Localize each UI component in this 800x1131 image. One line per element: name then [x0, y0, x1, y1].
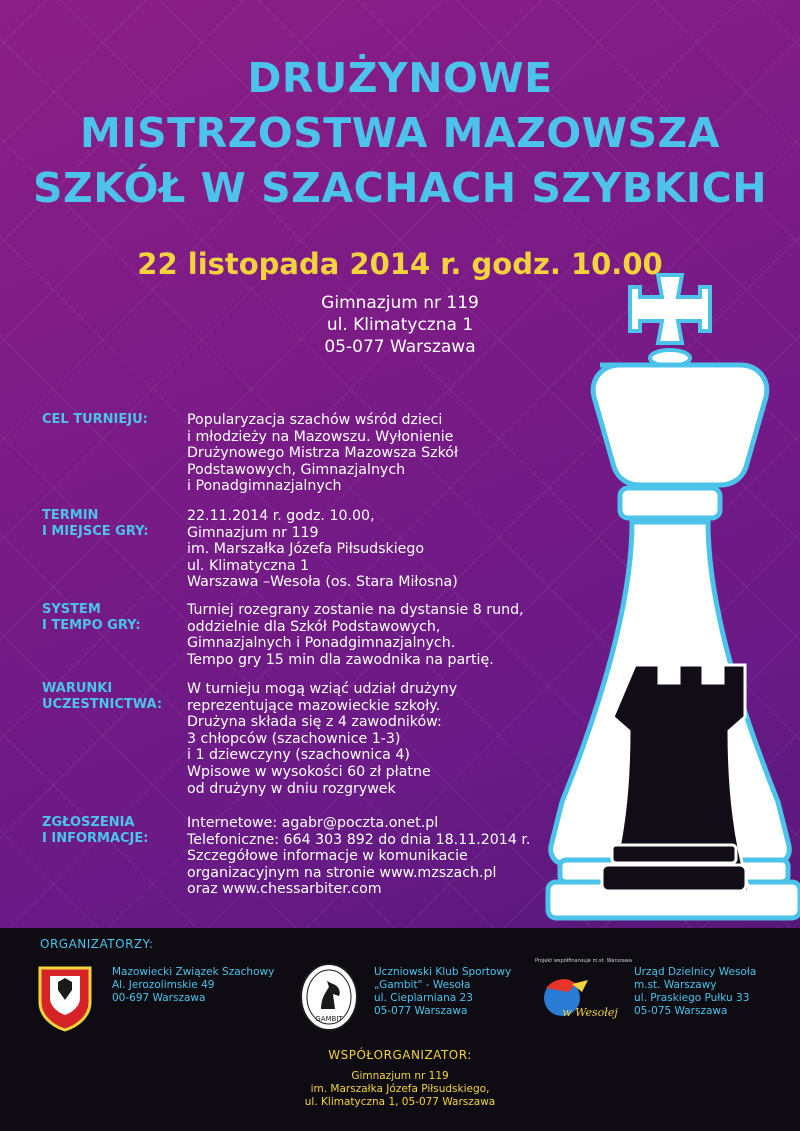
text-line: Gimnazjum nr 119 — [187, 524, 319, 541]
label-line: ZGŁOSZENIA — [42, 815, 135, 830]
organizer-uks-gambit — [374, 966, 511, 1018]
section-text — [187, 681, 567, 797]
section-text — [187, 508, 567, 591]
event-date: 22 listopada 2014 r. godz. 10.00 — [137, 247, 663, 281]
label-line: TERMIN — [42, 508, 99, 523]
label-line: SYSTEM — [42, 602, 101, 617]
label-line: UCZESTNICTWA: — [42, 697, 163, 712]
gambit-club-logo — [297, 961, 361, 1033]
text-line: im. Marszałka Józefa Piłsudskiego — [187, 541, 425, 558]
section-label — [42, 815, 182, 847]
section-label — [42, 681, 182, 713]
text-line: 22.11.2014 r. godz. 10.00, — [187, 508, 375, 524]
venue-address — [205, 292, 595, 358]
section-text — [187, 412, 567, 495]
organizer-mzsz — [112, 966, 274, 1005]
text-line: oddzielnie dla Szkół Podstawowych, — [187, 618, 441, 635]
coorganizer-title: WSPÓŁORGANIZATOR: — [328, 1048, 472, 1062]
text-line: i Ponadgimnazjalnych — [187, 478, 342, 495]
gambit-logo-text: GAMBIT — [315, 1015, 343, 1023]
phone-line: Telefoniczne: 664 303 892 do dnia 18.11.2014 r. — [187, 831, 531, 848]
text-line: Gimnazjalnych i Ponadgimnazjalnych. — [187, 635, 456, 652]
title-line-2: MISTRZOSTWA MAZOWSZA — [80, 109, 720, 157]
label-line: I MIEJSCE GRY: — [42, 524, 149, 539]
cofinance-caption: Projekt współfinansuje m.st. Warszawa — [535, 958, 632, 964]
venue-line: Gimnazjum nr 119 — [321, 293, 479, 313]
text-line: od drużyny w dniu rozgrywek — [187, 780, 396, 797]
title-line-1: DRUŻYNOWE — [247, 54, 553, 102]
text-line: Popularyzacja szachów wśród dzieci — [187, 412, 443, 428]
coorganizer-address — [0, 1070, 800, 1109]
coorganizer-line: Gimnazjum nr 119 — [351, 1070, 449, 1082]
venue-line: ul. Klimatyczna 1 — [326, 315, 474, 335]
wesola-logo-text: w Wesołej — [562, 1006, 618, 1019]
wesola-district-logo — [532, 958, 622, 1028]
text-line: Podstawowych, Gimnazjalnych — [187, 461, 406, 478]
organizer-line: 05-075 Warszawa — [634, 1005, 728, 1017]
label-line: WARUNKI — [42, 681, 113, 696]
title-line-3: SZKÓŁ W SZACHACH SZYBKICH — [32, 164, 768, 212]
organizer-urzad-dzielnicy — [634, 966, 756, 1018]
text-line: Warszawa –Wesoła (os. Stara Miłosna) — [187, 574, 458, 591]
text-line: 3 chłopców (szachownice 1-3) — [187, 730, 401, 747]
label-line: CEL TURNIEJU: — [42, 412, 148, 427]
text-line: Drużynowego Mistrza Mazowsza Szkół — [187, 445, 458, 462]
section-label — [42, 602, 182, 634]
text-line: reprezentujące mazowieckie szkoły. — [187, 697, 441, 714]
chess-pieces-illustration — [540, 270, 800, 930]
text-line: Wpisowe w wysokości 60 zł płatne — [187, 763, 431, 780]
organizer-line: 00-697 Warszawa — [112, 992, 206, 1004]
organizer-line: Urząd Dzielnicy Wesoła — [634, 966, 757, 978]
text-line: Turniej rozegrany zostanie na dystansie 8 rund, — [187, 602, 524, 618]
organizer-line: m.st. Warszawy — [634, 979, 717, 991]
organizer-line: ul. Cieplarniana 23 — [374, 992, 473, 1004]
coorganizer-line: ul. Klimatyczna 1, 05-077 Warszawa — [304, 1096, 496, 1108]
organizers-title: ORGANIZATORZY: — [40, 937, 154, 951]
organizer-line: Al. Jerozolimskie 49 — [112, 979, 215, 991]
section-text — [187, 815, 567, 898]
text-line: Tempo gry 15 min dla zawodnika na partię. — [187, 651, 494, 668]
organizer-line: 05-077 Warszawa — [374, 1005, 468, 1017]
organizer-line: „Gambit" - Wesoła — [374, 979, 471, 991]
label-line: I INFORMACJE: — [42, 831, 149, 846]
text-line: ul. Klimatyczna 1 — [187, 557, 310, 574]
coorganizer-line: im. Marszałka Józefa Piłsudskiego, — [310, 1083, 490, 1095]
text-line: W turnieju mogą wziąć udział drużyny — [187, 681, 458, 697]
email-line: Internetowe: agabr@poczta.onet.pl — [187, 815, 439, 831]
text-line: Drużyna składa się z 4 zawodników: — [187, 714, 442, 731]
website-line: oraz www.chessarbiter.com — [187, 881, 382, 898]
venue-line: 05-077 Warszawa — [324, 337, 476, 357]
section-text — [187, 602, 567, 668]
label-line: I TEMPO GRY: — [42, 618, 141, 633]
organizer-line: Uczniowski Klub Sportowy — [374, 966, 512, 978]
section-label — [42, 508, 182, 540]
section-label — [42, 412, 182, 428]
mazovian-chess-union-logo — [36, 964, 94, 1032]
organizer-line: Mazowiecki Związek Szachowy — [112, 966, 275, 978]
organizer-line: ul. Praskiego Pułku 33 — [634, 992, 750, 1004]
text-line: i młodzieży na Mazowszu. Wyłonienie — [187, 428, 454, 445]
website-line: organizacyjnym na stronie www.mzszach.pl — [187, 864, 497, 881]
text-line: i 1 dziewczyny (szachownica 4) — [187, 747, 410, 764]
text-line: Szczegółowe informacje w komunikacie — [187, 848, 468, 865]
